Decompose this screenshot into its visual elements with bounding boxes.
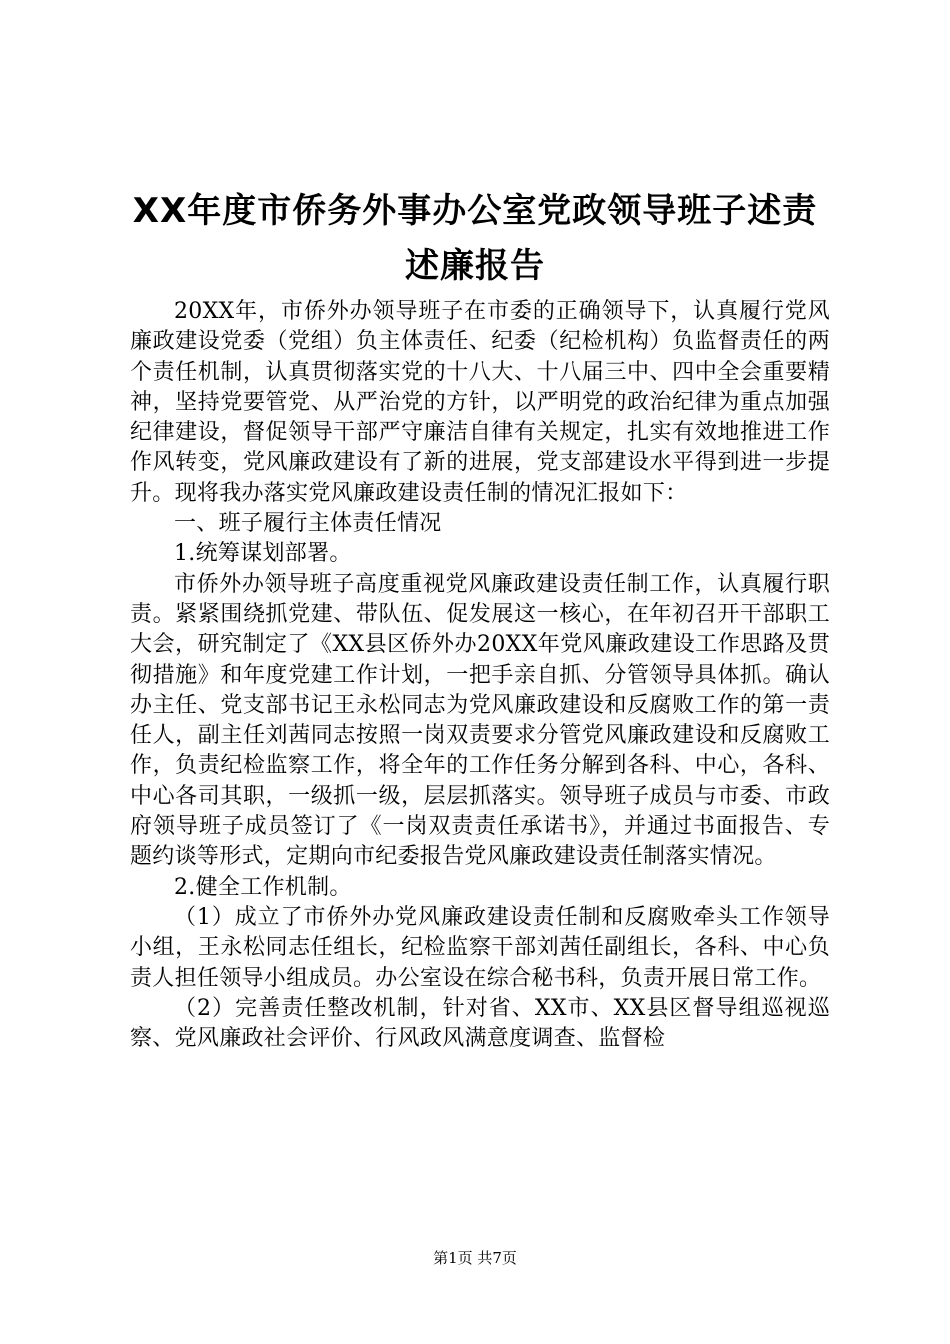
subheading-1: 1.统筹谋划部署。: [174, 541, 352, 567]
section-heading-1: 一、班子履行主体责任情况: [174, 511, 442, 537]
paragraph-intro: 20XX年，市侨外办领导班子在市委的正确领导下，认真履行党风廉政建设党委（党组）负主体责任、纪委（纪检机构）负监督责任的两个责任机制，认真贯彻落实党的十八大、十八届三中、四中全会重要精神，坚持党要管党、从严治党的方针，以严明党的政治纪律为重点加强纪律建设，督促领导干部严守廉洁自律有关规定，扎实有效地推进工作作风转变，党风廉政建设有了新的进展，党支部建设水平得到进一步提升。现将我办落实党风廉政建设责任制的情况汇报如下：: [130, 299, 830, 506]
document-body: [130, 297, 830, 1054]
paragraph-planning: 市侨外办领导班子高度重视党风廉政建设责任制工作，认真履行职责。紧紧围绕抓党建、带队伍、促发展这一核心，在年初召开干部职工大会，研究制定了《XX县区侨外办20XX年党风廉政建设工作思路及贯彻措施》和年度党建工作计划，一把手亲自抓、分管领导具体抓。确认办主任、党支部书记王永松同志为党风廉政建设和反腐败工作的第一责任人，副主任刘茜同志按照一岗双责要求分管党风廉政建设和反腐败工作，负责纪检监察工作，将全年的工作任务分解到各科、中心，各科、中心各司其职，一级抓一级，层层抓落实。领导班子成员与市委、市政府领导班子成员签订了《一岗双责责任承诺书》，并通过书面报告、专题约谈等形式，定期向市纪委报告党风廉政建设责任制落实情况。: [130, 571, 830, 870]
document-title-line-1: XX年度市侨务外事办公室党政领导班子述责: [132, 191, 818, 231]
paragraph-rectification: （2）完善责任整改机制，针对省、XX市、XX县区督导组巡视巡察、党风廉政社会评价、行风政风满意度调查、监督检: [130, 995, 830, 1052]
document-title-line-2: 述廉报告: [405, 246, 545, 286]
paragraph-leading-group: （1）成立了市侨外办党风廉政建设责任制和反腐败牵头工作领导小组，王永松同志任组长，纪检监察干部刘茜任副组长，各科、中心负责人担任领导小组成员。办公室设在综合秘书科，负责开展日常工作。: [130, 904, 830, 991]
page-number-footer: 第1页 共7页: [433, 1249, 517, 1267]
subheading-2: 2.健全工作机制。: [174, 874, 352, 900]
